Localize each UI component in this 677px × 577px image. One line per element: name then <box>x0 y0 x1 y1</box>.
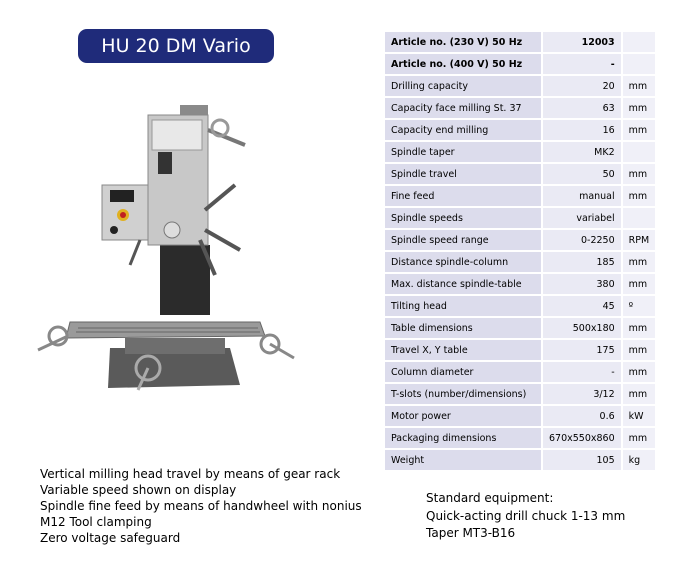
milling-machine-image <box>30 100 300 400</box>
spec-unit <box>621 208 656 228</box>
spec-value: - <box>541 54 621 74</box>
spec-value: 45 <box>541 296 621 316</box>
spec-value: 670x550x860 <box>541 428 621 448</box>
standard-equipment-heading: Standard equipment: <box>426 491 554 505</box>
spec-row <box>385 120 655 140</box>
feature-item: M12 Tool clamping <box>40 515 152 529</box>
spec-label: Fine feed <box>385 186 541 206</box>
spec-value: manual <box>541 186 621 206</box>
spec-label: T-slots (number/dimensions) <box>385 384 541 404</box>
spec-unit: mm <box>621 98 656 118</box>
spec-row <box>385 230 655 250</box>
spec-label: Packaging dimensions <box>385 428 541 448</box>
spec-label: Motor power <box>385 406 541 426</box>
spec-value: 50 <box>541 164 621 184</box>
spec-value: 380 <box>541 274 621 294</box>
spec-value: - <box>541 362 621 382</box>
spec-value: 63 <box>541 98 621 118</box>
spec-unit: mm <box>621 76 656 96</box>
spec-row <box>385 98 655 118</box>
spec-unit: mm <box>621 274 656 294</box>
spec-label: Distance spindle-column <box>385 252 541 272</box>
feature-item: Vertical milling head travel by means of gear rack <box>40 467 341 481</box>
spec-row <box>385 296 655 316</box>
specifications-table <box>385 30 655 472</box>
spec-label: Spindle taper <box>385 142 541 162</box>
spec-row <box>385 76 655 96</box>
spec-unit: RPM <box>621 230 656 250</box>
spec-value: 16 <box>541 120 621 140</box>
spec-unit: º <box>621 296 656 316</box>
spec-row <box>385 406 655 426</box>
spec-label: Tilting head <box>385 296 541 316</box>
spec-label: Column diameter <box>385 362 541 382</box>
feature-item: Zero voltage safeguard <box>40 531 181 545</box>
spec-label: Spindle speeds <box>385 208 541 228</box>
spec-row <box>385 340 655 360</box>
spec-unit: mm <box>621 318 656 338</box>
spec-value: 20 <box>541 76 621 96</box>
spec-value: 12003 <box>541 32 621 52</box>
spec-label: Table dimensions <box>385 318 541 338</box>
spec-row <box>385 54 655 74</box>
spec-row <box>385 252 655 272</box>
spec-value: 0-2250 <box>541 230 621 250</box>
spec-row <box>385 186 655 206</box>
spec-row <box>385 318 655 338</box>
spec-unit: mm <box>621 186 656 206</box>
spec-value: 185 <box>541 252 621 272</box>
spec-value: 500x180 <box>541 318 621 338</box>
spec-unit: mm <box>621 362 656 382</box>
spec-label: Spindle speed range <box>385 230 541 250</box>
spec-row <box>385 164 655 184</box>
spec-unit: mm <box>621 252 656 272</box>
spec-row <box>385 428 655 448</box>
spec-unit: kW <box>621 406 656 426</box>
spec-unit: mm <box>621 340 656 360</box>
spec-label: Weight <box>385 450 541 470</box>
spec-unit: mm <box>621 384 656 404</box>
product-title: HU 20 DM Vario <box>78 29 274 63</box>
spec-label: Max. distance spindle-table <box>385 274 541 294</box>
spec-label: Spindle travel <box>385 164 541 184</box>
spec-unit: kg <box>621 450 656 470</box>
spec-value: 3/12 <box>541 384 621 404</box>
spec-row <box>385 274 655 294</box>
feature-item: Variable speed shown on display <box>40 483 237 497</box>
spec-label: Article no. (400 V) 50 Hz <box>385 54 541 74</box>
features-list <box>40 466 362 546</box>
standard-equipment <box>426 490 625 543</box>
spec-label: Article no. (230 V) 50 Hz <box>385 32 541 52</box>
spec-value: MK2 <box>541 142 621 162</box>
spec-value: 105 <box>541 450 621 470</box>
spec-label: Drilling capacity <box>385 76 541 96</box>
feature-item: Spindle fine feed by means of handwheel with nonius <box>40 499 362 513</box>
spec-unit: mm <box>621 164 656 184</box>
spec-unit: mm <box>621 120 656 140</box>
spec-value: variabel <box>541 208 621 228</box>
spec-value: 175 <box>541 340 621 360</box>
spec-unit: mm <box>621 428 656 448</box>
spec-row <box>385 384 655 404</box>
spec-unit <box>621 54 656 74</box>
spec-label: Travel X, Y table <box>385 340 541 360</box>
spec-unit <box>621 32 656 52</box>
spec-row <box>385 450 655 470</box>
spec-row <box>385 208 655 228</box>
spec-row <box>385 362 655 382</box>
spec-unit <box>621 142 656 162</box>
spec-label: Capacity end milling <box>385 120 541 140</box>
spec-row <box>385 142 655 162</box>
standard-equipment-item: Taper MT3-B16 <box>426 526 516 540</box>
spec-value: 0.6 <box>541 406 621 426</box>
standard-equipment-item: Quick-acting drill chuck 1-13 mm <box>426 508 626 523</box>
spec-row <box>385 32 655 52</box>
spec-label: Capacity face milling St. 37 <box>385 98 541 118</box>
